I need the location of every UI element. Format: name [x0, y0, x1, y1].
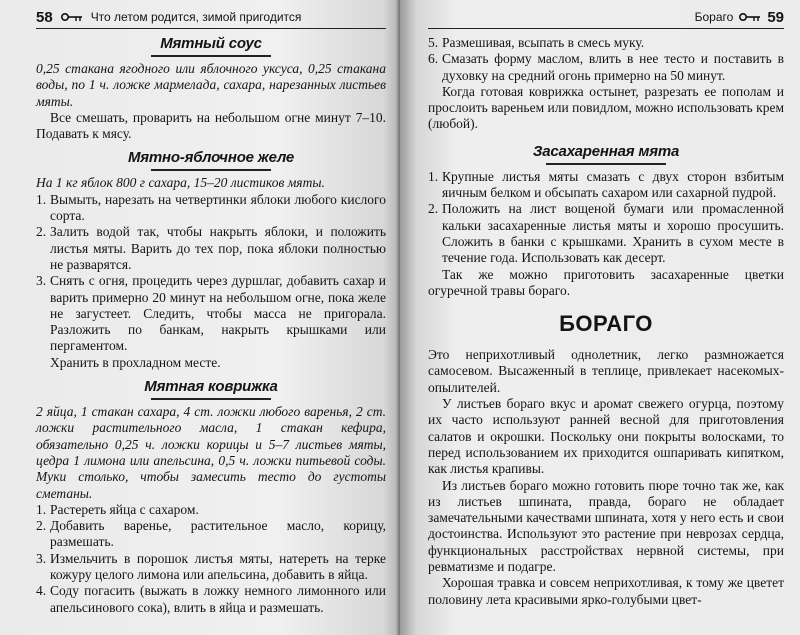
title-underline [151, 398, 271, 400]
list-item: 2. Положить на лист вощеной бумаги или промасленной кальки засахаренные листья мяты и хорошо просушить. Сложить в банки с крышками. Хранить в сухом месте в течение года. Использовать как десерт. [428, 201, 784, 266]
steps-mint-cake [36, 502, 386, 616]
chapter-title-borage: БОРАГО [559, 311, 653, 337]
paragraph: Из листьев бораго можно готовить пюре точно так же, как из листьев шпината, правда, бораго не обладает замечательными качествами шпината, хотя у него есть и свои достоинства. Используют это растение при неврозах сердца, функциональных расстройствах нервной системы, при ревматизме и подагре. [428, 477, 784, 575]
list-item: 1. Растереть яйца с сахаром. [36, 501, 199, 517]
list-item: 4. Соду погасить (выжать в ложку немного лимонного или апельсинового сока), влить в яйца и размешать. [36, 583, 386, 615]
section-title-mint-apple-jelly: Мятно-яблочное желе [127, 149, 295, 167]
list-item: 1. Вымыть, нарезать на четвертинки яблоки любого кислого сорта. [36, 191, 386, 224]
instructions-mint-sauce: Все смешать, проварить на небольшом огне минут 7–10. Подавать к мясу. [36, 109, 386, 142]
paragraph: Хорошая травка и совсем неприхотливая, к тому же цветет половину лета красивыми ярко-голубыми цвет- [428, 575, 784, 607]
key-ornament-icon [739, 12, 761, 22]
steps-mint-cake-continued [428, 35, 784, 84]
ingredients-mint-apple-jelly: На 1 кг яблок 800 г сахара, 15–20 листиков мяты. [36, 175, 325, 191]
left-running-title: Что летом родится, зимой пригодится [90, 10, 302, 24]
steps-mint-apple-jelly [36, 192, 386, 355]
right-running-title: Бораго [694, 10, 734, 24]
storage-note-jelly: Хранить в прохладном месте. [50, 354, 221, 370]
title-underline [151, 55, 271, 57]
serving-note-cake: Когда готовая коврижка остынет, разрезать ее пополам и прослоить вареньем или повидлом, можно использовать крем (любой). [428, 83, 784, 132]
key-ornament-icon [61, 12, 83, 22]
paragraph: Это неприхотливый однолетник, легко размножается самосевом. Высаженный в теплице, привлекает насекомых-опылителей. [428, 347, 784, 395]
list-item: 3. Измельчить в порошок листья мяты, натереть на терке кожуру целого лимона или апельсина, добавить в яйца. [36, 550, 386, 583]
title-underline [546, 163, 666, 165]
paragraph: У листьев бораго вкус и аромат свежего огурца, поэтому их часто используют ранней весной для приготовления салатов и окрошки. Поскольку они покрыты волосками, то перед использованием их приходится ошпаривать кипятком, как листья крапивы. [428, 396, 784, 477]
right-page [400, 0, 800, 635]
right-running-head [428, 8, 784, 29]
ingredients-mint-cake: 2 яйца, 1 стакан сахара, 4 ст. ложки любого варенья, 2 ст. ложки растительного масла, 1 стакан кефира, обязательно 0,25 ч. ложки корицы и 5–7 листьев мяты, цедра 1 лимона или апельсина, 0,5 ч. ложки питьевой соды. Муки столько, чтобы замесить тесто до густоты сметаны. [36, 404, 386, 501]
ingredients-mint-sauce: 0,25 стакана ягодного или яблочного уксуса, 0,25 стакана воды, по 1 ч. ложке мармелада, сахара, нарезанных листьев мяты. [36, 61, 386, 109]
list-item: 2. Добавить варенье, растительное масло, корицу, размешать. [36, 518, 386, 550]
section-title-mint-sauce: Мятный соус [160, 35, 262, 52]
left-running-head [36, 8, 386, 29]
left-page-number: 58 [36, 8, 53, 26]
list-item: 2. Залить водой так, чтобы накрыть яблоки, и положить листья мяты. Варить до тех пор, пока яблоки полностью не разварятся. [36, 224, 386, 272]
title-underline [151, 169, 271, 171]
list-item: 6. Смазать форму маслом, влить в нее тесто и поставить в духовку на средний огонь примерно на 50 минут. [428, 51, 784, 83]
steps-candied-mint [428, 169, 784, 267]
section-title-candied-mint: Засахаренная мята [532, 142, 680, 160]
right-page-number: 59 [767, 8, 784, 26]
list-item: 1. Крупные листья мяты смазать с двух сторон взбитым яичным белком и обсыпать сахаром или сахарной пудрой. [428, 168, 784, 201]
list-item: 3. Снять с огня, процедить через дуршлаг, добавить сахар и варить примерно 20 минут на небольшом огне, пока желе не загустеет. Следить, чтобы масса не пригорала. Разложить по банкам, накрыть крышками или пергаментом. [36, 273, 386, 354]
section-title-mint-cake: Мятная коврижка [144, 378, 278, 396]
note-candied-borage: Так же можно приготовить засахаренные цветки огуречной травы бораго. [428, 266, 784, 298]
list-item: 5. Размешивая, всыпать в смесь муку. [428, 35, 645, 50]
